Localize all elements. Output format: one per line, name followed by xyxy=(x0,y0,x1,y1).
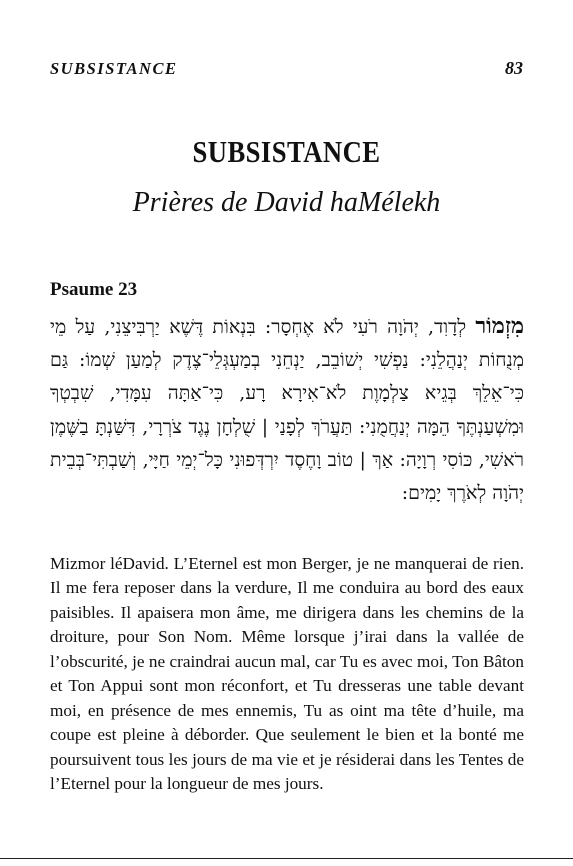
page-number: 83 xyxy=(505,58,523,78)
running-head-title: SUBSISTANCE xyxy=(50,59,178,78)
psalm-hebrew-text xyxy=(50,310,524,510)
section-subtitle: Prières de David haMélekh xyxy=(132,187,441,218)
psalm-french-translation: Mizmor léDavid. L’Eternel est mon Berger, je ne manquerai de rien. Il me fera reposer dans la verdure, Il me conduira au bord des eaux paisibles. Il apaisera mon âme, me dirigera dans les chemins de la droiture, pour Son Nom. Même lorsque j’irai dans la vallée de l’obscurité, je ne craindrai aucun mal, car Tu es avec moi, Ton Bâton et Ton Appui sont mon réconfort, et Tu dresseras une table devant moi, en présence de mes ennemis, Tu as oint ma tête d’huile, ma coupe est pleine à déborder. Que seulement le bien et la bonté me poursuivent tous les jours de ma vie et je résiderai dans les Tentes de l’Eternel pour la longueur de mes jours. xyxy=(50,554,524,794)
psalm-label: Psaume 23 xyxy=(50,279,138,300)
page-bottom-rule xyxy=(0,858,573,859)
psalm-hebrew-body: לְדָוִד, יְהֹוָה רֹעִי לֹא אֶחְסָר: בִּנְאוֹת דֶּשֶׁא יַרְבִּיצֵנִי, עַל מֵי מְנֻחוֹת יְנַהֲלֵנִי: נַפְשִׁי יְשׁוֹבֵב, יַנְחֵנִי בְמַעְגְּלֵי־צֶדֶק לְמַעַן שְׁמוֹ: גַּם כִּי־אֵלֵךְ בְּגֵיא צַלְמָוֶת לֹא־אִירָא רָע, כִּי־אַתָּה עִמָּדִי, שִׁבְטְךָ וּמִשְׁעַנְתֶּךָ הֵמָּה יְנַחֲמֻנִי: תַּעֲרֹךְ לְפָנַי | שֻׁלְחָן נֶגֶד צֹרְרָי, דִּשַּׁנְתָּ בַשֶּׁמֶן רֹאשִׁי, כּוֹסִי רְוָיָה: אַךְ | טוֹב וָחֶסֶד יִרְדְּפוּנִי כָּל־יְמֵי חַיָּי, וְשַׁבְתִּי־בְּבֵית יְהֹוָה לְאֹרֶךְ יָמִים: xyxy=(50,316,524,505)
running-head xyxy=(50,58,523,79)
psalm-hebrew-lead-word: מִזְמוֹר xyxy=(475,313,524,339)
section-title: SUBSISTANCE xyxy=(192,134,381,169)
